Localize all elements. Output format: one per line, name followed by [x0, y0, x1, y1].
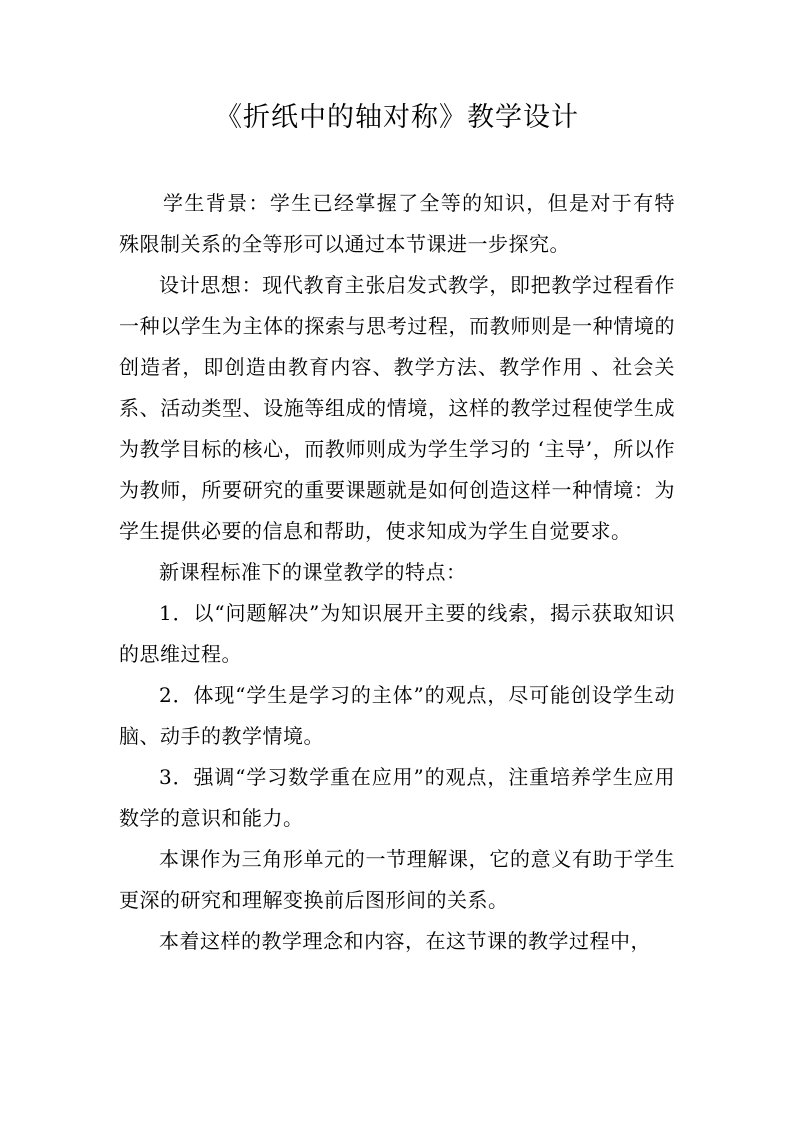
paragraph-student-background: 学生背景：学生已经掌握了全等的知识，但是对于有特殊限制关系的全等形可以通过本节课进一步探究。: [119, 191, 675, 256]
paragraph-teaching-process: 本着这样的教学理念和内容，在这节课的教学过程中，: [159, 929, 651, 953]
paragraph-feature-2: 2．体现“学生是学习的主体”的观点，尽可能创设学生动脑、动手的教学情境。: [119, 683, 675, 748]
document-body: [119, 183, 675, 962]
paragraph-features-heading: 新课程标准下的课堂教学的特点：: [159, 560, 467, 584]
paragraph-feature-3: 3．强调“学习数学重在应用”的观点，注重培养学生应用数学的意识和能力。: [119, 765, 675, 830]
document-title: 《折纸中的轴对称》教学设计: [215, 102, 579, 133]
paragraph-design-idea: 设计思想：现代教育主张启发式教学，即把教学过程看作一种以学生为主体的探索与思考过程，而教师则是一种情境的创造者，即创造由教育内容、教学方法、教学作用 、社会关系、活动类型、设施等组成的情境，这样的教学过程使学生成为教学目标的核心，而教师则成为学生学习的 ‘主导’，所以作为教师，所要研究的重要课题就是如何创造这样一种情境：为学生提供必要的信息和帮助，使求知成为学生自觉要求。: [119, 273, 675, 543]
paragraph-lesson-meaning: 本课作为三角形单元的一节理解课，它的意义有助于学生更深的研究和理解变换前后图形间的关系。: [119, 847, 675, 912]
paragraph-feature-1: 1．以“问题解决”为知识展开主要的线索，揭示获取知识的思维过程。: [119, 601, 675, 666]
